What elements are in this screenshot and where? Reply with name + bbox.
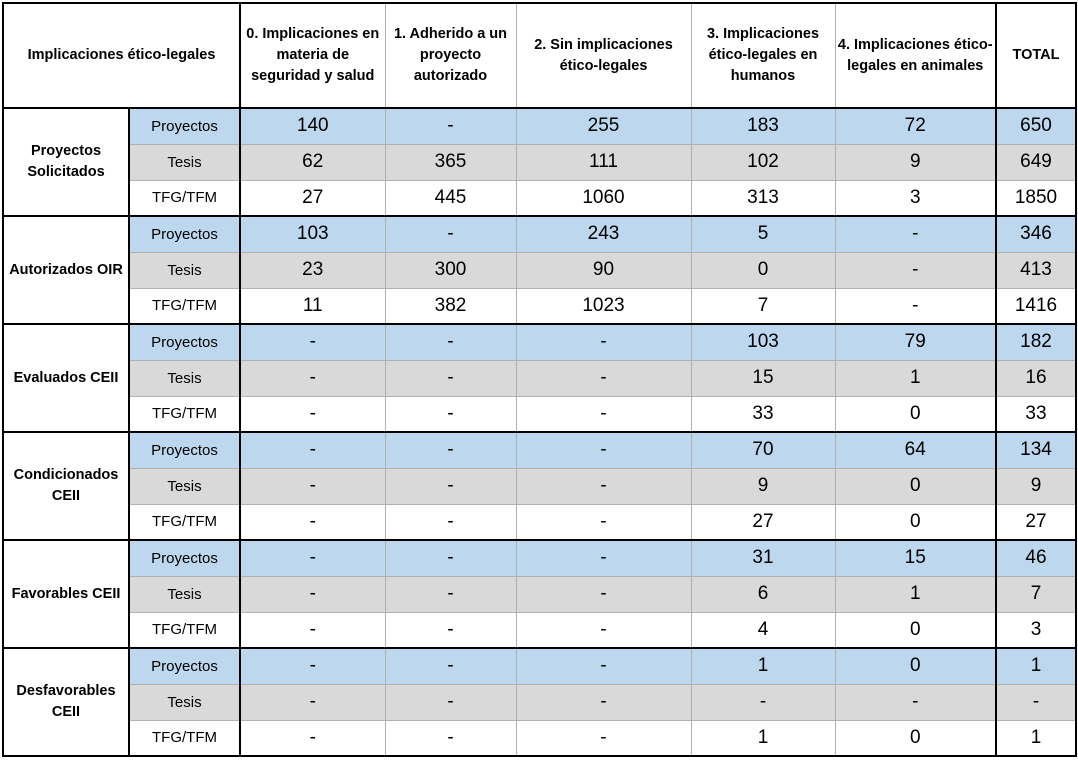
cell-adhered: - (385, 720, 516, 756)
row-type-label: Tesis (129, 360, 240, 396)
cell-none: - (516, 432, 691, 468)
cell-security: 27 (240, 180, 385, 216)
column-header-humans: 3. Implicaciones ético-legales en humanos (691, 3, 835, 108)
cell-adhered: 445 (385, 180, 516, 216)
row-type-label: TFG/TFM (129, 288, 240, 324)
table-row (3, 360, 1076, 396)
cell-none: - (516, 540, 691, 576)
cell-humans: 0 (691, 252, 835, 288)
cell-security: - (240, 576, 385, 612)
table-row (3, 144, 1076, 180)
cell-humans: 70 (691, 432, 835, 468)
group-label: Autorizados OIR (3, 216, 129, 324)
row-type-label: Tesis (129, 684, 240, 720)
cell-total: 182 (996, 324, 1076, 360)
cell-adhered: - (385, 576, 516, 612)
corner-header: Implicaciones ético-legales (3, 3, 240, 108)
cell-humans: 103 (691, 324, 835, 360)
cell-humans: - (691, 684, 835, 720)
cell-total: 1416 (996, 288, 1076, 324)
cell-total: 3 (996, 612, 1076, 648)
cell-animals: 0 (835, 504, 996, 540)
table-row (3, 576, 1076, 612)
cell-none: 243 (516, 216, 691, 252)
cell-humans: 4 (691, 612, 835, 648)
cell-adhered: - (385, 612, 516, 648)
group-label: Proyectos Solicitados (3, 108, 129, 216)
cell-total: 413 (996, 252, 1076, 288)
cell-animals: 0 (835, 648, 996, 684)
cell-security: 140 (240, 108, 385, 144)
cell-animals: 72 (835, 108, 996, 144)
cell-security: - (240, 432, 385, 468)
column-header-none: 2. Sin implicaciones ético-legales (516, 3, 691, 108)
column-header-total: TOTAL (996, 3, 1076, 108)
cell-animals: 0 (835, 612, 996, 648)
table-row (3, 216, 1076, 252)
group-label: Favorables CEII (3, 540, 129, 648)
cell-none: 111 (516, 144, 691, 180)
cell-animals: 0 (835, 720, 996, 756)
cell-animals: 9 (835, 144, 996, 180)
row-type-label: Proyectos (129, 540, 240, 576)
cell-humans: 31 (691, 540, 835, 576)
cell-adhered: 382 (385, 288, 516, 324)
cell-total: 650 (996, 108, 1076, 144)
cell-none: 1060 (516, 180, 691, 216)
cell-security: - (240, 648, 385, 684)
cell-animals: - (835, 252, 996, 288)
cell-none: - (516, 504, 691, 540)
cell-security: - (240, 684, 385, 720)
cell-total: - (996, 684, 1076, 720)
column-header-security: 0. Implicaciones en materia de seguridad y salud (240, 3, 385, 108)
cell-none: - (516, 360, 691, 396)
table-row (3, 504, 1076, 540)
cell-total: 649 (996, 144, 1076, 180)
cell-adhered: - (385, 684, 516, 720)
ethics-summary-table (2, 2, 1077, 757)
group-label: Desfavorables CEII (3, 648, 129, 756)
cell-humans: 15 (691, 360, 835, 396)
cell-adhered: - (385, 468, 516, 504)
cell-total: 16 (996, 360, 1076, 396)
cell-security: - (240, 540, 385, 576)
cell-none: 255 (516, 108, 691, 144)
cell-none: - (516, 648, 691, 684)
row-type-label: Proyectos (129, 432, 240, 468)
group-label: Evaluados CEII (3, 324, 129, 432)
cell-adhered: 365 (385, 144, 516, 180)
cell-security: - (240, 468, 385, 504)
cell-humans: 6 (691, 576, 835, 612)
cell-animals: 0 (835, 468, 996, 504)
table-row (3, 108, 1076, 144)
cell-humans: 7 (691, 288, 835, 324)
cell-adhered: - (385, 648, 516, 684)
cell-humans: 1 (691, 648, 835, 684)
cell-none: - (516, 468, 691, 504)
cell-animals: 0 (835, 396, 996, 432)
header-row (3, 3, 1076, 108)
table-row (3, 684, 1076, 720)
row-type-label: Proyectos (129, 216, 240, 252)
cell-security: 62 (240, 144, 385, 180)
table-row (3, 324, 1076, 360)
table-row (3, 288, 1076, 324)
cell-adhered: - (385, 324, 516, 360)
cell-humans: 313 (691, 180, 835, 216)
cell-security: - (240, 324, 385, 360)
cell-humans: 1 (691, 720, 835, 756)
cell-animals: 1 (835, 360, 996, 396)
cell-total: 27 (996, 504, 1076, 540)
row-type-label: Tesis (129, 468, 240, 504)
cell-security: - (240, 720, 385, 756)
table-row (3, 180, 1076, 216)
cell-security: 23 (240, 252, 385, 288)
cell-none: 90 (516, 252, 691, 288)
cell-total: 1 (996, 720, 1076, 756)
cell-none: - (516, 324, 691, 360)
row-type-label: Tesis (129, 252, 240, 288)
row-type-label: TFG/TFM (129, 720, 240, 756)
table-row (3, 612, 1076, 648)
row-type-label: Tesis (129, 576, 240, 612)
table-row (3, 648, 1076, 684)
cell-humans: 183 (691, 108, 835, 144)
cell-humans: 5 (691, 216, 835, 252)
cell-none: - (516, 396, 691, 432)
cell-animals: 1 (835, 576, 996, 612)
cell-adhered: - (385, 360, 516, 396)
cell-animals: - (835, 288, 996, 324)
cell-humans: 9 (691, 468, 835, 504)
cell-humans: 102 (691, 144, 835, 180)
cell-adhered: - (385, 108, 516, 144)
row-type-label: TFG/TFM (129, 504, 240, 540)
row-type-label: TFG/TFM (129, 180, 240, 216)
cell-none: 1023 (516, 288, 691, 324)
cell-security: - (240, 396, 385, 432)
cell-adhered: - (385, 504, 516, 540)
cell-adhered: - (385, 432, 516, 468)
table-row (3, 432, 1076, 468)
cell-none: - (516, 576, 691, 612)
cell-total: 9 (996, 468, 1076, 504)
cell-security: 11 (240, 288, 385, 324)
cell-total: 7 (996, 576, 1076, 612)
cell-animals: 64 (835, 432, 996, 468)
cell-animals: 3 (835, 180, 996, 216)
cell-none: - (516, 720, 691, 756)
cell-total: 1 (996, 648, 1076, 684)
table-row (3, 468, 1076, 504)
cell-none: - (516, 684, 691, 720)
table-row (3, 540, 1076, 576)
cell-total: 33 (996, 396, 1076, 432)
cell-animals: 79 (835, 324, 996, 360)
row-type-label: Proyectos (129, 108, 240, 144)
table-row (3, 396, 1076, 432)
cell-security: - (240, 612, 385, 648)
cell-adhered: - (385, 540, 516, 576)
row-type-label: Proyectos (129, 324, 240, 360)
cell-security: - (240, 360, 385, 396)
row-type-label: TFG/TFM (129, 396, 240, 432)
table-row (3, 720, 1076, 756)
cell-adhered: - (385, 216, 516, 252)
column-header-adhered: 1. Adherido a un proyecto autorizado (385, 3, 516, 108)
cell-humans: 27 (691, 504, 835, 540)
cell-total: 1850 (996, 180, 1076, 216)
cell-adhered: - (385, 396, 516, 432)
cell-animals: 15 (835, 540, 996, 576)
group-label: Condicionados CEII (3, 432, 129, 540)
cell-adhered: 300 (385, 252, 516, 288)
cell-total: 346 (996, 216, 1076, 252)
cell-animals: - (835, 216, 996, 252)
cell-security: 103 (240, 216, 385, 252)
cell-humans: 33 (691, 396, 835, 432)
column-header-animals: 4. Implicaciones ético-legales en animales (835, 3, 996, 108)
row-type-label: TFG/TFM (129, 612, 240, 648)
cell-total: 46 (996, 540, 1076, 576)
cell-security: - (240, 504, 385, 540)
table-row (3, 252, 1076, 288)
cell-animals: - (835, 684, 996, 720)
row-type-label: Proyectos (129, 648, 240, 684)
row-type-label: Tesis (129, 144, 240, 180)
cell-none: - (516, 612, 691, 648)
cell-total: 134 (996, 432, 1076, 468)
